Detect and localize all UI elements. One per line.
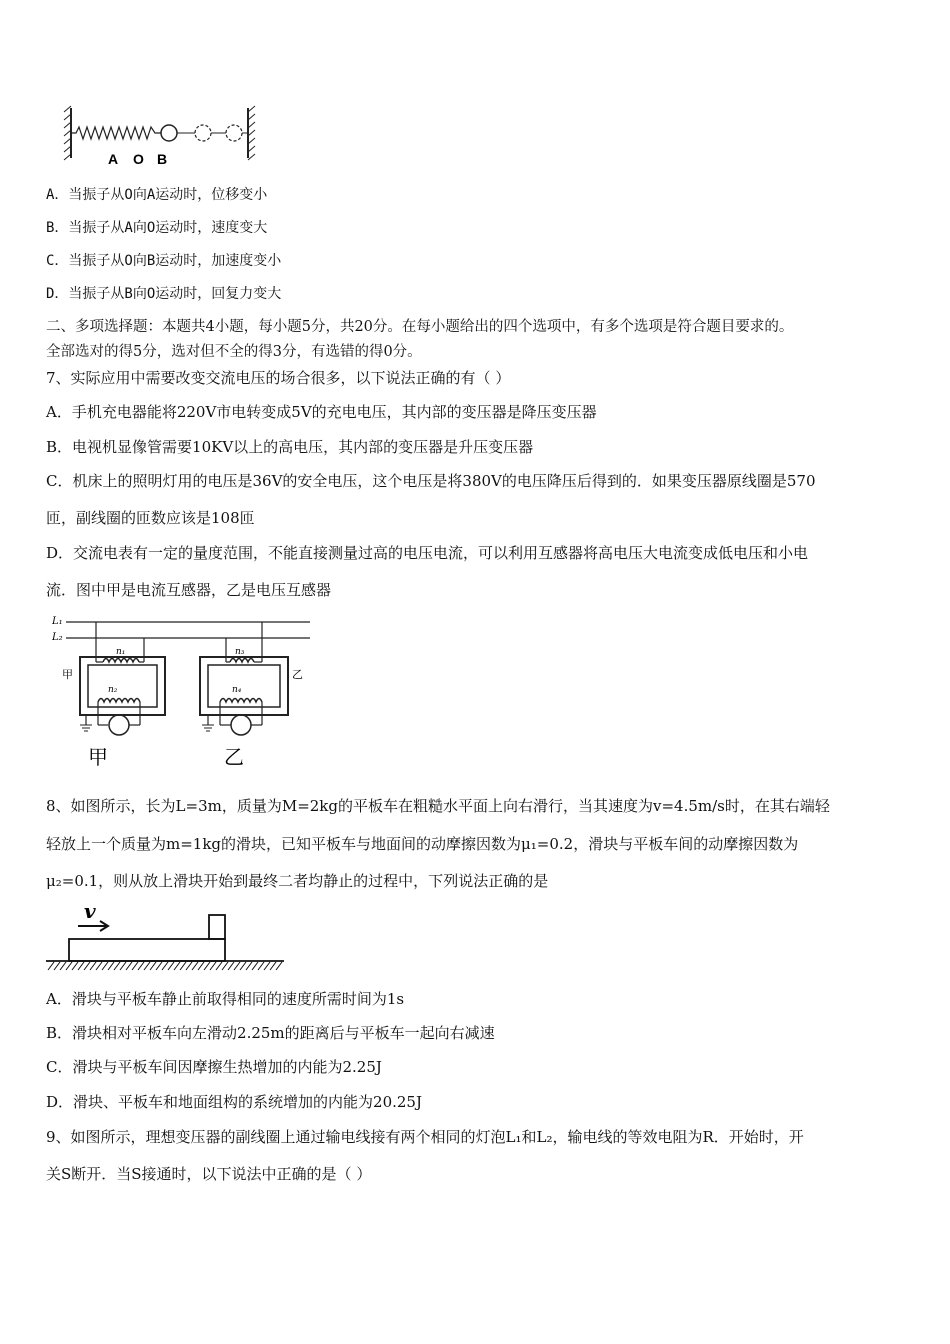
n2-label: n₂ [108,685,118,695]
line-L1-label: L₁ [52,616,63,627]
line-L2-label: L₂ [52,632,63,643]
ground-hatch [48,962,282,970]
q8-option-b: B．滑块相对平板车向左滑动2.25m的距离后与平板车一起向右减速 [46,1024,495,1042]
q6-option-a: A．当振子从O向A运动时，位移变小 [46,187,268,203]
q7-option-d-line2: 流．图中甲是电流互感器，乙是电压互感器 [46,581,332,599]
label-O: O [133,151,144,167]
q9-stem-line2: 关S断开．当S接通时，以下说法中正确的是（ ） [46,1165,372,1183]
cart-block-figure [44,898,289,978]
yi-label: 乙 [224,747,244,769]
label-B: B [157,151,168,167]
n1-label: n₁ [116,647,126,657]
yi-small-label: 乙 [292,668,303,681]
jia-label: 甲 [88,747,108,769]
q8-stem-line3: μ₂=0.1，则从放上滑块开始到最终二者均静止的过程中，下列说法正确的是 [46,872,549,890]
n3-label: n₃ [235,647,245,657]
section2-heading-line1: 二、多项选择题：本题共4小题，每小题5分，共20分。在每小题给出的四个选项中，有多个选项是符合题目要求的。 [46,319,794,335]
jia-secondary-coil [98,699,140,703]
yi-primary-coil [230,659,254,663]
section2-heading-line2: 全部选对的得5分，选对但不全的得3分，有选错的得0分。 [46,344,422,360]
spring-oscillator-figure [60,100,270,170]
label-A: A [108,151,119,167]
right-wall [248,106,255,160]
q8-option-a: A．滑块与平板车静止前取得相同的速度所需时间为1s [46,990,405,1008]
q8-stem-line2: 轻放上一个质量为m=1kg的滑块，已知平板车与地面间的动摩擦因数为μ₁=0.2，滑块与平板车间的动摩擦因数为 [46,835,799,853]
q8-stem-line1: 8、如图所示，长为L=3m，质量为M=2kg的平板车在粗糙水平面上向右滑行，当其速度为v=4.5m/s时，在其右端轻 [46,797,830,815]
q9-stem-line1: 9、如图所示，理想变压器的副线圈上通过输电线接有两个相同的灯泡L₁和L₂，输电线的等效电阻为R．开始时，开 [46,1128,804,1146]
left-wall [64,106,71,160]
q6-option-d: D．当振子从B向O运动时，回复力变大 [46,286,282,302]
instrument-transformer-figure [48,612,313,772]
jia-meter [109,715,129,735]
q8-option-d: D．滑块、平板车和地面组构的系统增加的内能为20.25J [46,1093,422,1111]
dashed-ball-2 [226,125,242,141]
q7-option-c-line1: C．机床上的照明灯用的电压是36V的安全电压，这个电压是将380V的电压降压后得到的．如果变压器原线圈是570 [46,472,816,490]
oscillator-ball [161,125,177,141]
q7-option-b: B．电视机显像管需要10KV以上的高电压，其内部的变压器是升压变压器 [46,438,534,456]
velocity-label: v [84,899,96,923]
jia-primary-coil [103,659,139,663]
dashed-ball-1 [195,125,211,141]
q8-option-c: C．滑块与平板车间因摩擦生热增加的内能为2.25J [46,1058,382,1076]
jia-small-label: 甲 [62,668,73,681]
yi-secondary-coil [220,699,262,703]
q6-option-b: B．当振子从A向O运动时，速度变大 [46,220,268,236]
n4-label: n₄ [232,685,242,695]
spring [71,127,161,139]
q7-option-a: A．手机充电器能将220V市电转变成5V的充电电压，其内部的变压器是降压变压器 [46,403,597,421]
q7-stem: 7、实际应用中需要改变交流电压的场合很多，以下说法正确的有（ ） [46,369,511,387]
yi-meter [231,715,251,735]
slider-block [209,915,225,939]
cart-board [69,939,225,961]
q7-option-c-line2: 匝，副线圈的匝数应该是108匝 [46,509,255,527]
q7-option-d-line1: D．交流电表有一定的量度范围，不能直接测量过高的电压电流，可以利用互感器将高电压大电流变成低电压和小电 [46,544,809,562]
q6-option-c: C．当振子从O向B运动时，加速度变小 [46,253,282,269]
